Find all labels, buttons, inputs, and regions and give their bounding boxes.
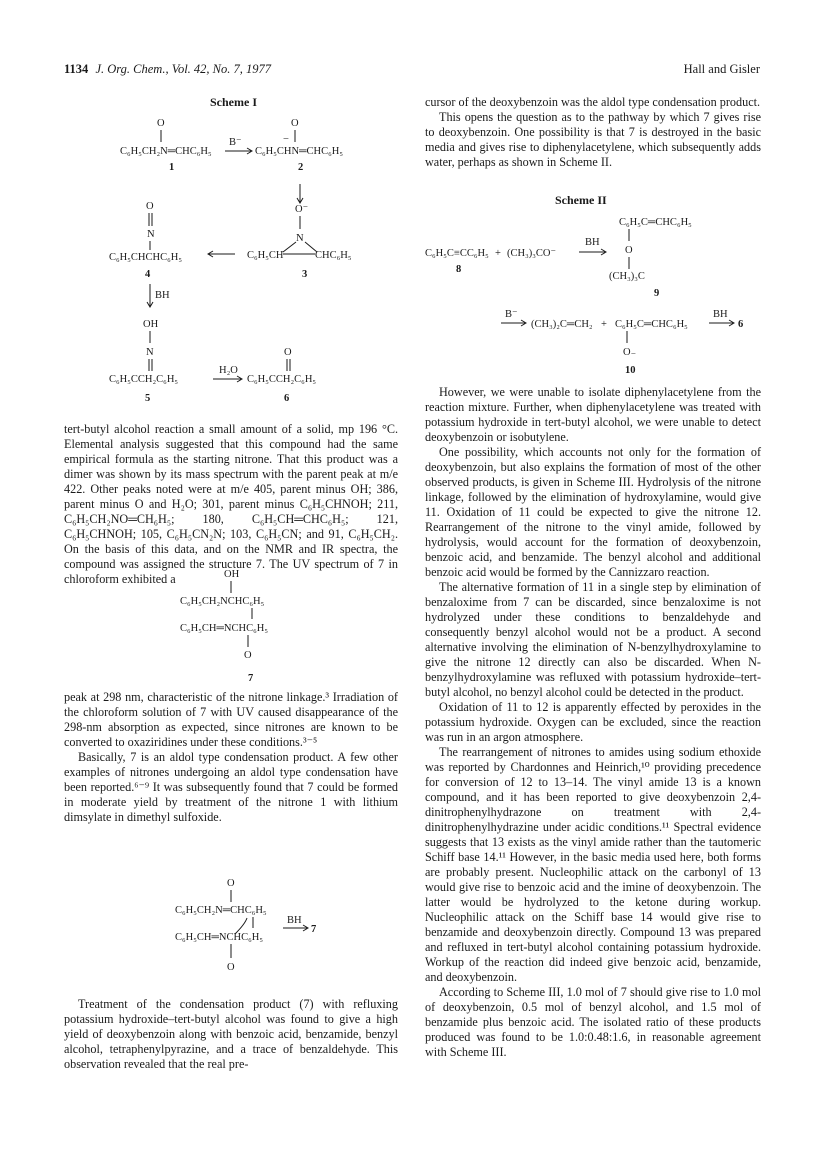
c8-formula: C₆H₅C≡CC₆H₅ (425, 248, 489, 259)
c5-formula: C₆H₅CCH₂C₆H₅ (109, 374, 179, 385)
scheme-2-diagram (425, 212, 765, 382)
plus-sign-2: + (601, 319, 607, 330)
c4-formula: C₆H₅CHCHC₆H₅ (109, 252, 182, 263)
c10-formula: C₆H₅C═CHC₆H₅ (615, 319, 688, 330)
c9-number: 9 (654, 288, 660, 299)
bh-label-3: BH (713, 309, 728, 320)
left-paragraph-4: Treatment of the condensation product (7) with refluxing potassium hydroxide–tert-butyl alcohol was found to give a high yield of deoxybenzoin along with benzoic acid, benzamide, benzyl alcohol, tetraphenylpyrazine, and a trace of benzaldehyde. This observation revealed that the real pre- (64, 997, 398, 1071)
right-paragraph-5: The alternative formation of 11 in a single step by elimination of benzaloxime from 7 can be discarded, since benzaloxime is not hydrolyzed under these conditions to benzaldehyde and consequently benzyl alcohol would not be a product. A second alternative involving the elimination of N-benzylhydroxylamine to give the nitrone 12 directly can also be discarded. When N-benzylhydroxylamine was refluxed with potassium hydroxide–tert-butyl alcohol, no benzyl alcohol could be detected in the product. (425, 580, 761, 699)
dimer-line2: C₆H₅CH═NCHC₆H₅ (175, 932, 264, 943)
plus-sign: + (495, 248, 501, 259)
dimer-product: 7 (311, 924, 317, 935)
right-paragraph-2: This opens the question as to the pathway by which 7 gives rise to deoxybenzoin. One possibility is that 7 is destroyed in the basic media and gives rise to diphenylacetylene, which subsequently adds water, perhaps as shown in Scheme II. (425, 110, 761, 169)
c10-number: 10 (625, 365, 636, 376)
c8-number: 8 (456, 264, 462, 275)
right-col-body (425, 385, 761, 1060)
c5-oh: OH (143, 319, 159, 330)
page-header-left (64, 62, 271, 77)
c6-oxygen: O (284, 347, 292, 358)
c7-oxygen: O (244, 650, 252, 661)
dimer-line1: C₆H₅CH₂N═CHC₆H₅ (175, 905, 267, 916)
bh-label-2: BH (585, 237, 600, 248)
isobutene: (CH₃)₂C═CH₂ (531, 319, 593, 330)
c3-o-minus: O⁻ (295, 204, 309, 215)
c7-oh: OH (224, 569, 240, 580)
c6-number: 6 (284, 393, 290, 404)
left-col-p4 (64, 997, 398, 1072)
arrow1-label: B⁻ (229, 137, 242, 148)
right-paragraph-7: The rearrangement of nitrones to amides using sodium ethoxide was reported by Chardonnes and Heinrich,¹⁰ providing precedence for conversion of 12 to 13–14. The vinyl amide 13 is a known compound, and it has been reported to give deoxybenzoin 2,4-dinitrophenylhydrazone on treatment with 2,4-dinitrophenylhydrazine under acidic conditions.¹¹ Spectral evidence suggests that 13 exists as the vinyl amide rather than the tautomeric Schiff base 14.¹¹ However, in the basic media used here, both forms are probably present. Nucleophilic attack on the carbonyl of 13 would give rise to benzoic acid and the imine of deoxybenzoin. The latter would be hydrolyzed to the ketone during workup. Nucleophilic attack on the Schiff base 14 would give rise to benzamide and deoxybenzoin directly. Compound 13 was prepared and refluxed in tert-butyl alcohol containing potassium hydroxide. Workup of the reaction did indeed give benzoic acid, benzamide, and deoxybenzoin. (425, 745, 761, 984)
c2-formula: C₆H₅CHN═CHC₆H₅ (255, 146, 344, 157)
right-paragraph-3: However, we were unable to isolate diphenylacetylene from the reaction mixture. Further, when diphenylacetylene was treated with potassium hydroxide in tert-butyl alcohol, we were unable to detect deoxybenzoin or isobutylene. (425, 385, 761, 444)
b-label: B⁻ (505, 309, 518, 320)
c3-left: C₆H₅CH (247, 250, 284, 261)
bh-label: BH (155, 290, 170, 301)
c3-bond-a (283, 242, 296, 252)
c7-line2: C₆H₅CH═NCHC₆H₅ (180, 623, 269, 634)
left-col-p1 (64, 422, 398, 587)
c10-oxygen: O₋ (623, 347, 637, 358)
journal-citation: J. Org. Chem., Vol. 42, No. 7, 1977 (95, 62, 272, 76)
page-number: 1134 (64, 62, 89, 76)
scheme-2-title: Scheme II (555, 193, 607, 207)
c1-formula: C₆H₅CH₂N═CHC₆H₅ (120, 146, 212, 157)
c6-formula: C₆H₅CCH₂C₆H₅ (247, 374, 317, 385)
dimer-oxygen: O (227, 878, 235, 889)
h2o-label: H₂O (219, 365, 238, 376)
right-col-top (425, 95, 761, 170)
c3-number: 3 (302, 269, 308, 280)
c3-right: CHC₆H₅ (315, 250, 352, 261)
c2-number: 2 (298, 162, 304, 173)
c1-oxygen: O (157, 118, 165, 129)
scheme-1-title: Scheme I (210, 95, 257, 109)
c3-bond-b (305, 242, 317, 252)
c9-bottom: (CH₃)₃C (609, 271, 645, 282)
c1-number: 1 (169, 162, 175, 173)
c2-oxygen: O (291, 118, 299, 129)
left-paragraph-2: peak at 298 nm, characteristic of the nitrone linkage.³ Irradiation of the chloroform solution of 7 with UV caused disappearance of the 298-nm absorption as expected, since nitrones are known to be converted to oxaziridines under these conditions.³⁻⁵ (64, 690, 398, 749)
left-col-p2 (64, 690, 398, 825)
right-paragraph-4: One possibility, which accounts not only for the formation of deoxybenzoin, but also explains the formation of most of the other observed products, is given in Scheme III. Hydrolysis of the nitrone linkage, followed by the elimination of hydroxylamine, would give 11. Oxidation of 11 could be expected to give the nitrone 12. Rearrangement of the nitrone to the vinyl amide, followed by hydrolysis, would account for the formation of deoxybenzoin, benzoic acid, and benzamide. The benzyl alcohol and additional benzoic acid would be formed by the Cannizzaro reaction. (425, 445, 761, 579)
c3-n: N (296, 233, 304, 244)
c4-number: 4 (145, 269, 151, 280)
authors-header: Hall and Gisler (683, 62, 760, 76)
right-paragraph-8: According to Scheme III, 1.0 mol of 7 should give rise to 1.0 mol of deoxybenzoin, 0.5 mol of benzyl alcohol, and 1.5 mol of benzamide plus benzoic acid. The isolated ratio of these products produced was found to be 1.0:0.48:1.6, in reasonable agreement with Scheme III. (425, 985, 761, 1059)
c5-number: 5 (145, 393, 151, 404)
c7-line1: C₆H₅CH₂NCHC₆H₅ (180, 596, 265, 607)
c4-n: N (147, 229, 155, 240)
c7-number: 7 (248, 673, 254, 684)
dimerization-diagram (175, 874, 395, 994)
tbuo: (CH₃)₃CO⁻ (507, 248, 557, 259)
right-paragraph-6: Oxidation of 11 to 12 is apparently effected by peroxides in the potassium hydroxide. Oxygen can be excluded, since the reaction was run in an argon atmosphere. (425, 700, 761, 744)
c2-minus: − (283, 134, 289, 145)
right-paragraph-1: cursor of the deoxybenzoin was the aldol type condensation product. (425, 95, 761, 109)
c9-oxygen: O (625, 245, 633, 256)
c5-n: N (146, 347, 154, 358)
left-paragraph-3: Basically, 7 is an aldol type condensation product. A few other examples of nitrones undergoing an aldol type condensation have been reported.⁶⁻⁹ It was subsequently found that 7 could be formed in moderate yield by treatment of the nitrone 1 with lithium dimsylate in dimethyl sulfoxide. (64, 750, 398, 824)
c4-oxygen: O (146, 201, 154, 212)
s2-product: 6 (738, 319, 744, 330)
dimer-oxygen-2: O (227, 962, 235, 973)
dimer-bh: BH (287, 915, 302, 926)
left-paragraph-1: tert-butyl alcohol reaction a small amount of a solid, mp 196 °C. Elemental analysis suggested that this compound had the same empirical formula as the starting nitrone. That this product was a dimer was shown by its mass spectrum with the parent peak at m/e 422. Other peaks noted were at m/e 405, parent minus OH; 386, parent minus O and H₂O; 301, parent minus C₆H₅CHNOH; 211, C₆H₅CH₂NO═CH₆H₅; 180, C₆H₅CH═CHC₆H₅; 121, C₆H₅CHNOH; 105, C₆H₅CN₂N; 103, C₆H₅CN; and 91, C₆H₅CH₂. On the basis of this data, and on the NMR and IR spectra, the compound was assigned the structure 7. The UV spectrum of 7 in chloroform exhibited a (64, 422, 398, 586)
c9-top: C₆H₅C═CHC₆H₅ (619, 217, 692, 228)
